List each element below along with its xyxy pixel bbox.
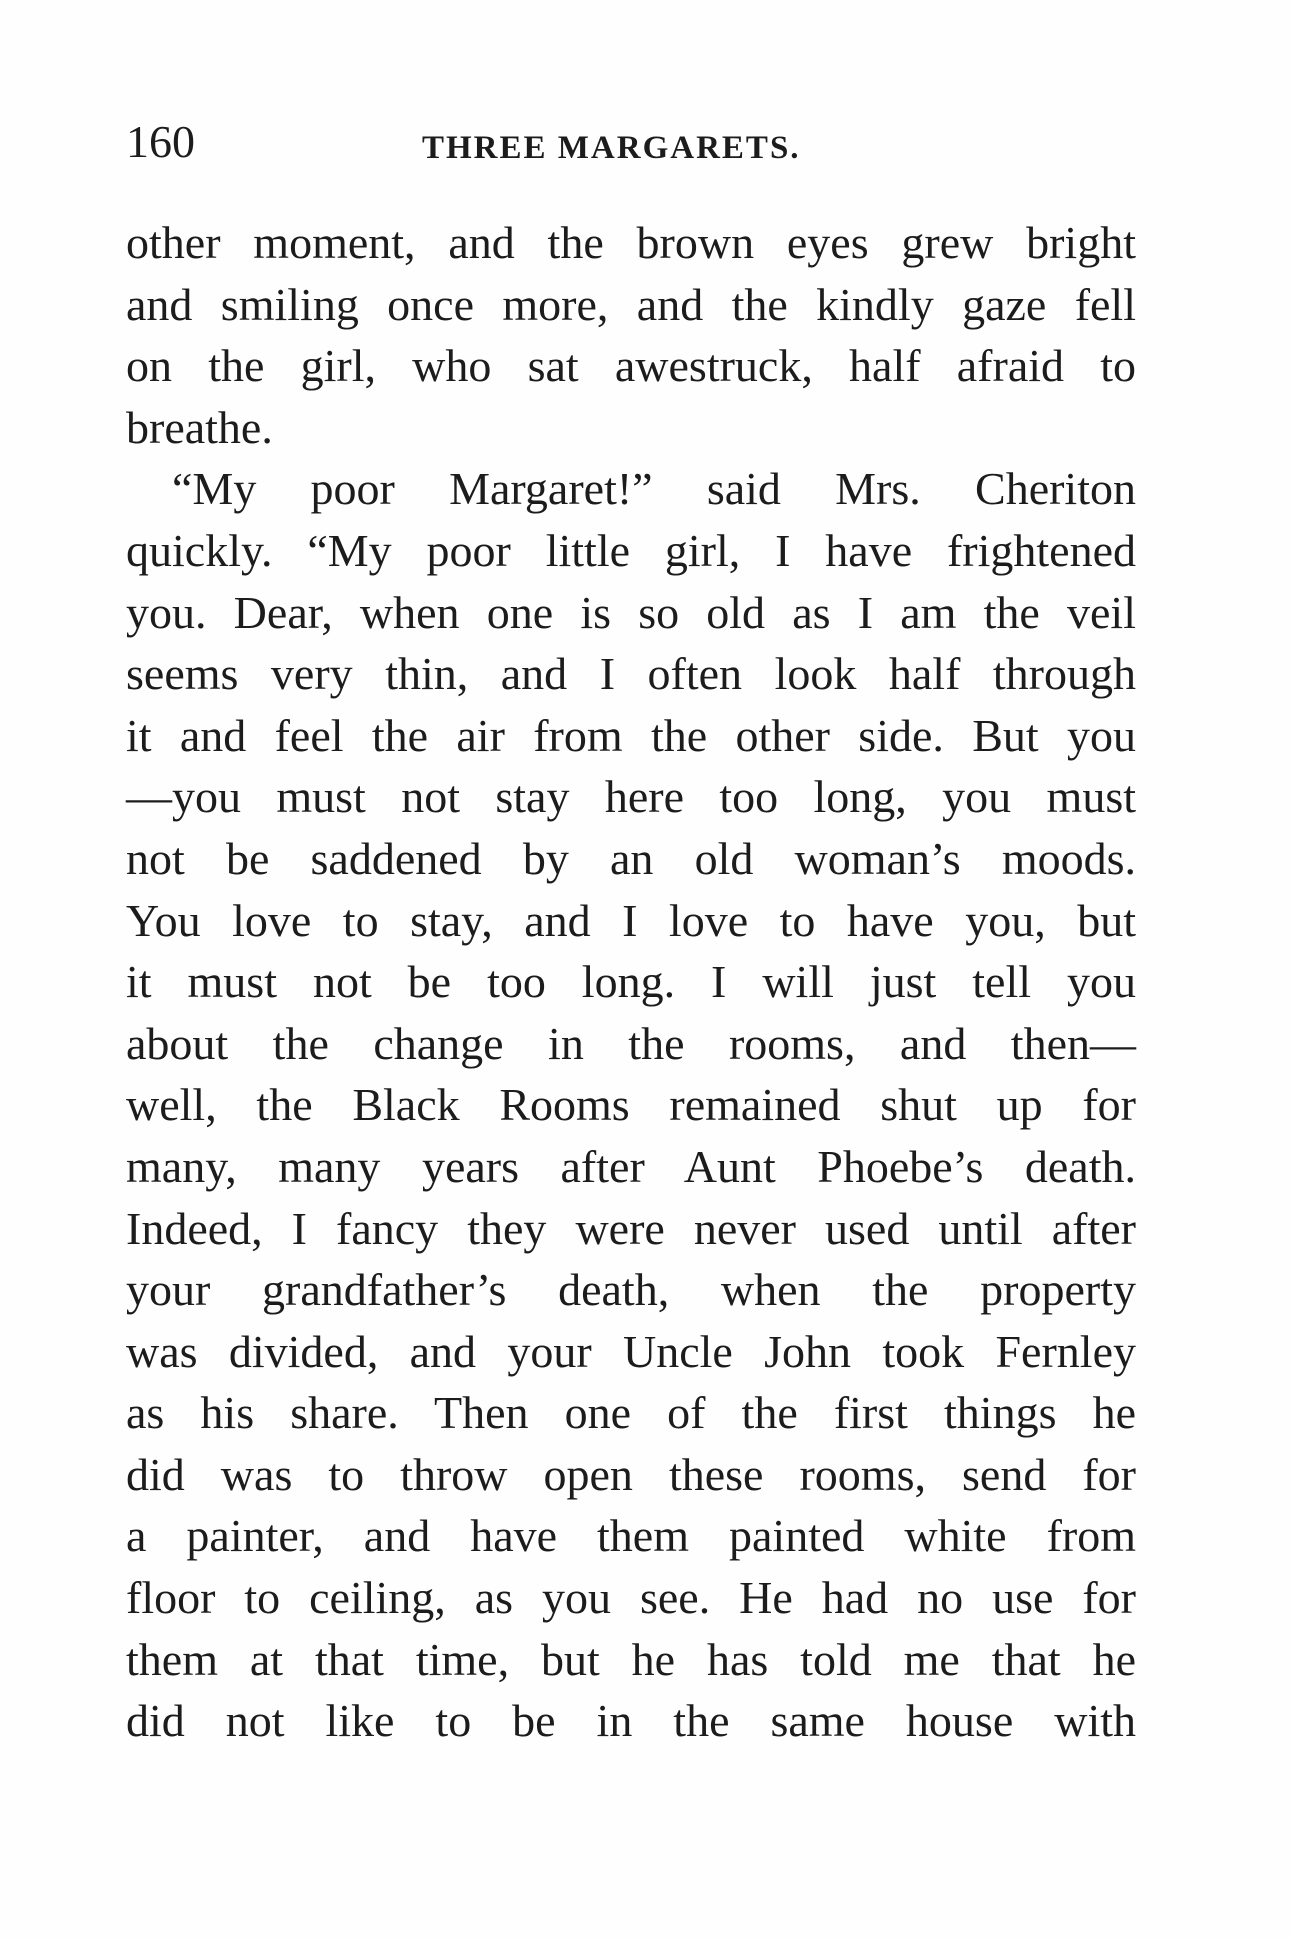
text-line: breathe. bbox=[126, 401, 273, 453]
text-line: on the girl, who sat awestruck, half afraid to bbox=[126, 340, 1136, 392]
text-line: it must not be too long. I will just tell you bbox=[126, 956, 1136, 1008]
text-line: did was to throw open these rooms, send for bbox=[126, 1448, 1136, 1500]
text-line: well, the Black Rooms remained shut up for bbox=[126, 1079, 1136, 1131]
text-line: —you must not stay here too long, you must bbox=[126, 771, 1136, 823]
text-line: was divided, and your Uncle John took Fernley bbox=[126, 1325, 1136, 1377]
text-line: Indeed, I fancy they were never used until after bbox=[126, 1202, 1136, 1254]
text-line: seems very thin, and I often look half through bbox=[126, 648, 1136, 700]
text-line: your grandfather’s death, when the property bbox=[126, 1264, 1136, 1316]
page-number: 160 bbox=[126, 116, 195, 167]
text-line: not be saddened by an old woman’s moods. bbox=[126, 832, 1136, 884]
page-header bbox=[126, 112, 1136, 172]
text-line: it and feel the air from the other side. But you bbox=[126, 709, 1136, 761]
text-line: other moment, and the brown eyes grew bright bbox=[126, 217, 1136, 268]
text-line: you. Dear, when one is so old as I am the veil bbox=[126, 586, 1136, 638]
text-line: did not like to be in the same house with bbox=[126, 1695, 1136, 1747]
text-line: many, many years after Aunt Phoebe’s death. bbox=[126, 1140, 1136, 1192]
running-title: THREE MARGARETS. bbox=[422, 130, 801, 166]
text-line: and smiling once more, and the kindly gaze fell bbox=[126, 278, 1136, 330]
text-line: about the change in the rooms, and then— bbox=[126, 1017, 1136, 1069]
text-line: floor to ceiling, as you see. He had no use for bbox=[126, 1572, 1136, 1624]
body-text bbox=[126, 212, 1136, 1752]
text-line: as his share. Then one of the first things he bbox=[126, 1387, 1136, 1439]
text-line: “My poor Margaret!” said Mrs. Cheriton bbox=[172, 463, 1136, 515]
text-line: a painter, and have them painted white from bbox=[126, 1510, 1136, 1562]
text-line: You love to stay, and I love to have you, but bbox=[126, 894, 1136, 946]
text-line: them at that time, but he has told me that he bbox=[126, 1633, 1136, 1685]
text-line: quickly. “My poor little girl, I have frightened bbox=[126, 524, 1136, 576]
